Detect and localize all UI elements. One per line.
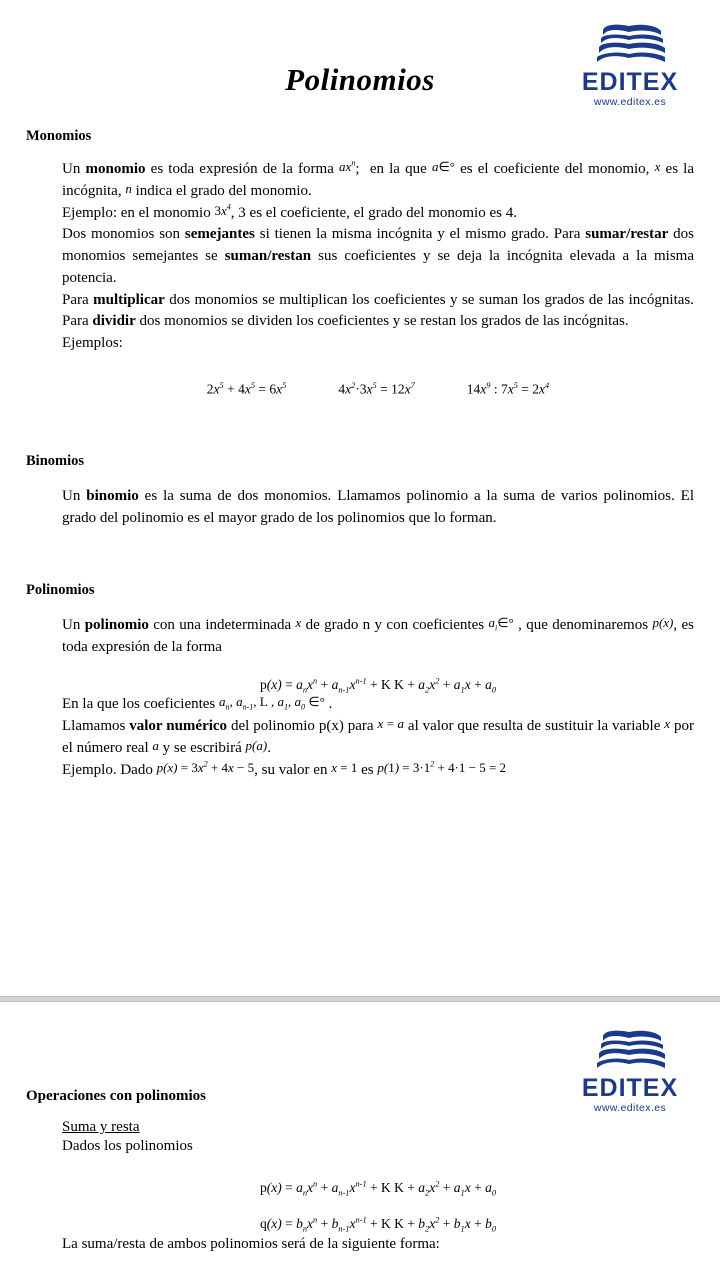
editex-book-logo-icon [593, 22, 667, 68]
examples-equation-row [62, 381, 694, 398]
editex-logo-page2 [570, 1028, 690, 1114]
paragraph-binomio-definition: Un binomio es la suma de dos monomios. Llamamos polinomio a la suma de varios polinomios. El grado del polinomio es el mayor grado de los polinomios que lo forman. [62, 488, 694, 526]
logo-url: www.editex.es [593, 96, 667, 108]
logo-wordmark: EDITEX [581, 1074, 679, 1102]
page-title: Polinomios [285, 62, 435, 97]
paragraph-valor-numerico: Llamamos valor numérico del polinomio p(x) para x = a al valor que resulta de sustituir la variable x por el número real a y se escribirá p(a). [62, 716, 695, 756]
paragraph-dados-polinomios: Dados los polinomios [62, 1138, 193, 1154]
example-equation-product: $4x^2\cdot 3x^5 = 12x^7$ [338, 380, 415, 397]
paragraph-valor-numerico-example: Ejemplo. Dado $p(x) = 3x^2 + 4x - 5$, su valor en x = 1 es $p(1) = 3\cdot 1^2 + 4\cdot 1 - 5 = 2$ [62, 759, 507, 778]
section-heading-polinomios: Polinomios [26, 581, 95, 598]
editex-logo [570, 22, 690, 108]
editex-book-logo-icon [593, 1028, 667, 1074]
equation-polinomio-general: $p(x) = a_nx^n + a_{n-1}x^{n-1} + K$ $K + a_2x^2 + a_1x + a_0$ [259, 676, 497, 695]
logo-wordmark: EDITEX [581, 68, 679, 96]
subsection-heading-suma-resta: Suma y resta [62, 1119, 140, 1135]
paragraph-monomios-semejantes: Dos monomios son semejantes si tienen la misma incógnita y el mismo grado. Para sumar/restar dos monomios semejantes se suman/restan sus coeficientes y se deja la incógnita elevada a la misma potencia. [62, 226, 694, 286]
paragraph-monomio-definition: Un monomio es toda expresión de la forma $ax^n$; en la que a∈° es el coeficiente del monomio, x es la incógnita, n indica el grado del monomio. [62, 158, 695, 199]
section-body-polinomios [0, 615, 720, 782]
paragraph-suma-resta-closing: La suma/resta de ambos polinomios será de la siguiente forma: [62, 1236, 440, 1253]
section-heading-binomios: Binomios [26, 453, 85, 470]
example-equation-sum: $2x^5 + 4x^5 = 6x^5$ [206, 380, 287, 397]
example-equation-quotient: $14x^9$ : $7x^5 = 2x^4$ [466, 380, 550, 397]
paragraph-coeficientes: En la que los coeficientes $a_n$, $a_{n-1}$, L , $a_1$, $a_0$ ∈° . [62, 694, 333, 713]
logo-url: www.editex.es [593, 1102, 667, 1114]
paragraph-monomio-example: Ejemplo: en el monomio $3x^4$, 3 es el coeficiente, el grado del monomio es 4. [62, 202, 517, 221]
section-heading-monomios: Monomios [26, 128, 92, 144]
paragraph-ejemplos-label: Ejemplos: [62, 335, 123, 351]
section-heading-operaciones: Operaciones con polinomios [26, 1088, 207, 1104]
equation-p-of-x: $p(x) = a_nx^n + a_{n-1}x^{n-1} + K$ $K + a_2x^2 + a_1x + a_0$ [259, 1179, 497, 1198]
document-page-2 [0, 1002, 720, 1256]
paragraph-polinomio-definition: Un polinomio con una indeterminada x de grado n y con coeficientes $a_i\in^\circ$ , que denominaremos p(x), es toda expresión de la forma [62, 614, 694, 655]
equation-q-of-x: $q(x) = b_nx^n + b_{n-1}x^{n-1} + K$ $K + b_2x^2 + b_1x + b_0$ [259, 1215, 497, 1235]
paragraph-multiplicar-dividir: Para multiplicar dos monomios se multiplican los coeficientes y se suman los grados de las incógnitas. Para dividir dos monomios se dividen los coeficientes y se restan los grados de las incógnitas. [62, 291, 695, 330]
section-body-monomios [0, 159, 720, 397]
section-body-operaciones [0, 1119, 720, 1256]
section-body-binomios [0, 486, 720, 530]
